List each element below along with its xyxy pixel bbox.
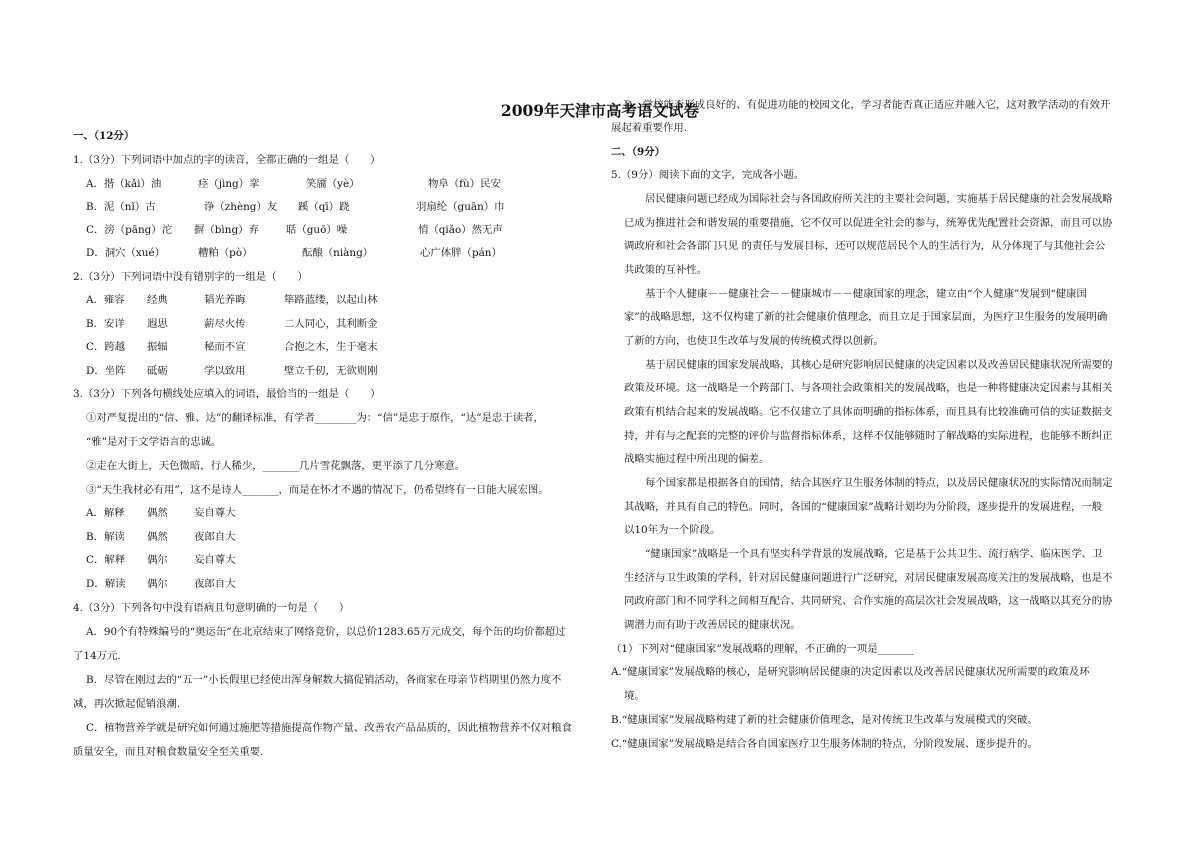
option-cell: 蹊（qī）跷 [298,201,350,213]
section-2-heading: 二、（9分） [611,146,665,158]
question-4-line: A．90个有特殊编号的“奥运缶”在北京结束了网络竞价，以总价1283.65万元成交，每个缶的均价都超过 [86,626,566,638]
option-cell: 妄自尊大 [194,507,236,519]
option-cell: 薪尽火传 [204,318,246,330]
option-cell: 韬光养晦 [204,294,246,306]
option-cell: C．跨越 [86,341,126,353]
sub-question-1-option: C.“健康国家”发展战略是结合各自国家医疗卫生服务体制的特点，分阶段发展、逐步提升的。 [611,738,1038,750]
passage-line: 调政府和社会各部门只见 的责任与发展目标，还可以规范居民个人的生活行为，从分体现了与其他社会公 [624,240,1106,252]
question-4-line: 减，再次掀起促销浪潮. [73,698,181,710]
question-3-sentence-1: ①对严复提出的“信、雅、达”的翻译标准，有学者________为：“信”是忠于原作，“达”是忠于读者， [86,412,544,424]
page-title: 2009年天津市高考语文试卷 [500,101,700,120]
option-cell: 诤（zhèng）友 [204,201,278,213]
option-cell: 羽扇纶（guān）巾 [416,201,505,213]
option-cell: A．揩（kǎi）油 [86,178,162,190]
sub-question-1-option-cont: 境。 [624,690,645,702]
passage-line: 调潜力而有助于改善居民的健康状况。 [624,619,801,631]
option-cell: 偶然 [147,507,168,519]
option-cell: 振辐 [147,341,168,353]
question-3-stem: 3.（3分）下列各句横线处应填入的词语，最恰当的一组是（ ） [73,388,381,400]
option-cell: D．洞穴（xué） [86,247,165,259]
option-cell: C．解释 [86,554,126,566]
question-4-line: 质量安全，而且对粮食数量安全至关重要. [73,746,264,758]
option-cell: 筚路蓝缕，以起山林 [284,294,378,306]
option-cell: 笑靥（yè） [306,178,360,190]
question-4-line: 了14万元. [73,650,121,662]
question-4-line: B．尽管在刚过去的“五一”小长假里已经使出浑身解数大搞促销活动，各商家在母亲节档期里仍然力度不 [86,674,562,686]
option-cell: D．解读 [86,578,126,590]
passage-line: 政策有机结合起来的发展战略。它不仅建立了具体而明确的指标体系，而且具有比较准确可信的实证数据支 [624,406,1113,418]
option-cell: B．解读 [86,531,125,543]
sub-question-1-option: A.“健康国家”发展战略的核心，是研究影响居民健康的决定因素以及改善居民健康状况所需要的政策及环 [611,666,1090,678]
option-cell: 聒（guō）噪 [286,224,348,236]
option-cell: 二人同心，其利断金 [284,318,378,330]
option-cell: 砥砺 [147,365,168,377]
option-cell: C．滂（pāng）沱 [86,224,173,236]
question-5-stem: 5.（9分）阅读下面的文字，完成各小题。 [611,169,805,181]
passage-line: 基于居民健康的国家发展战略，其核心是研究影响居民健康的决定因素以及改善居民健康状况所需要的 [645,359,1113,371]
passage-line: 家”的战略思想，这不仅构建了新的社会健康价值理念，而且立足于国家层面，为医疗卫生服务的发展明确 [624,311,1108,323]
option-cell: 心广体胖（pán） [420,247,502,259]
section-1-heading: 一、（12分） [73,130,135,142]
sub-question-1-stem: （1）下列对“健康国家”发展战略的理解，不正确的一项是_______ [611,643,914,655]
option-cell: 合抱之木，生于毫末 [284,341,378,353]
question-3-sentence-2: ②走在大街上，天色微暗，行人稀少，_______几片雪花飘落，更平添了几分寒意。 [86,460,466,472]
passage-line: 政策及环境。这一战略是一个跨部门、与各项社会政策相关的发展战略，也是一种将健康决定因素与其相关 [624,382,1113,394]
option-cell: 痉（jìng）挛 [198,178,260,190]
option-cell: B．泥（nǐ）古 [86,201,156,213]
option-cell: 夜郎自大 [194,578,236,590]
sub-question-1-option: B.“健康国家”发展战略构建了新的社会健康价值理念，是对传统卫生改革与发展模式的突破。 [611,714,1038,726]
passage-line: “健康国家”战略是一个具有坚实科学背景的发展战略，它是基于公共卫生、流行病学、临床医学、卫 [645,548,1103,560]
passage-line: 了新的方向，也使卫生改革与发展的传统模式得以创新。 [624,335,884,347]
option-cell: 学以致用 [204,365,246,377]
passage-line: 以10年为一个阶段。 [624,524,721,536]
passage-line: 生经济与卫生政策的学科，针对居民健康问题进行广泛研究，对居民健康发展高度关注的发展战略，也是不 [624,572,1113,584]
option-cell: 夜郎自大 [194,531,236,543]
passage-line: 每个国家都是根据各自的国情，结合其医疗卫生服务体制的特点，以及居民健康状况的实际情况而制定 [645,477,1113,489]
question-3-sentence-1-cont: “雅”是对于文学语言的忠诚。 [86,436,222,448]
option-cell: B．安详 [86,318,125,330]
option-cell: 经典 [147,294,168,306]
question-4-line: C．植物营养学就是研究如何通过施肥等措施提高作物产量、改善农产品品质的，因此植物营养不仅对粮食 [86,722,572,734]
passage-line: 居民健康问题已经成为国际社会与各国政府所关注的主要社会问题，实施基于居民健康的社会发展战略 [645,193,1113,205]
question-1-stem: 1.（3分）下列词语中加点的字的读音，全都正确的一组是（ ） [73,154,381,166]
option-cell: 偶尔 [147,554,168,566]
question-3-sentence-3: ③“天生我材必有用”，这不是诗人_______，而是在怀才不遇的情况下，仍希望终有一日能大展宏图。 [86,484,549,496]
passage-line: 持，并有与之配套的完整的评价与监督指标体系，这样不仅能够随时了解战略的实际进程，也能够不断纠正 [624,430,1113,442]
option-cell: 悄（qiǎo）然无声 [418,224,503,236]
passage-line: 已成为推进社会和谐发展的重要措施，它不仅可以促进全社会的参与，统筹优先配置社会资源，而且可以协 [624,217,1113,229]
option-cell: D．坐阵 [86,365,126,377]
option-cell: 壁立千仞，无欲则刚 [284,365,378,377]
option-cell: 偶然 [147,531,168,543]
question-4-option-d: D．学校能否形成良好的、有促进功能的校园文化，学习者能否真正适应并融入它，这对教学活动的有效开 [624,99,1111,111]
option-cell: 糟粕（pò） [198,247,253,259]
passage-line: 其战略，并具有自己的特色。同时，各国的“健康国家”战略计划均为分阶段，逐步提升的发展进程，一般 [624,501,1103,513]
question-2-stem: 2.（3分）下列词语中没有错别字的一组是（ ） [73,271,308,283]
option-cell: A．解释 [86,507,125,519]
option-cell: 摒（bìng）弃 [194,224,259,236]
option-cell: 偶尔 [147,578,168,590]
option-cell: 妄自尊大 [194,554,236,566]
option-cell: 酝酿（niàng） [302,247,374,259]
passage-line: 共政策的互补性。 [624,264,708,276]
passage-line: 战略实施过程中所出现的偏差。 [624,453,770,465]
option-cell: 物阜（fù）民安 [428,178,501,190]
question-4-stem: 4.（3分）下列各句中没有语病且句意明确的一句是（ ） [73,602,350,614]
passage-line: 基于个人健康－－健康社会－－健康城市－－健康国家的理念，建立由“个人健康”发展到“健康国 [645,288,1087,300]
option-cell: A．雍容 [86,294,125,306]
question-4-option-d-cont: 展起着重要作用. [611,122,688,134]
passage-line: 同政府部门和不同学科之间相互配合、共同研究、合作实施的高层次社会发展战略，这一战略以其充分的协 [624,595,1113,607]
option-cell: 遐思 [147,318,168,330]
option-cell: 秘而不宣 [204,341,246,353]
